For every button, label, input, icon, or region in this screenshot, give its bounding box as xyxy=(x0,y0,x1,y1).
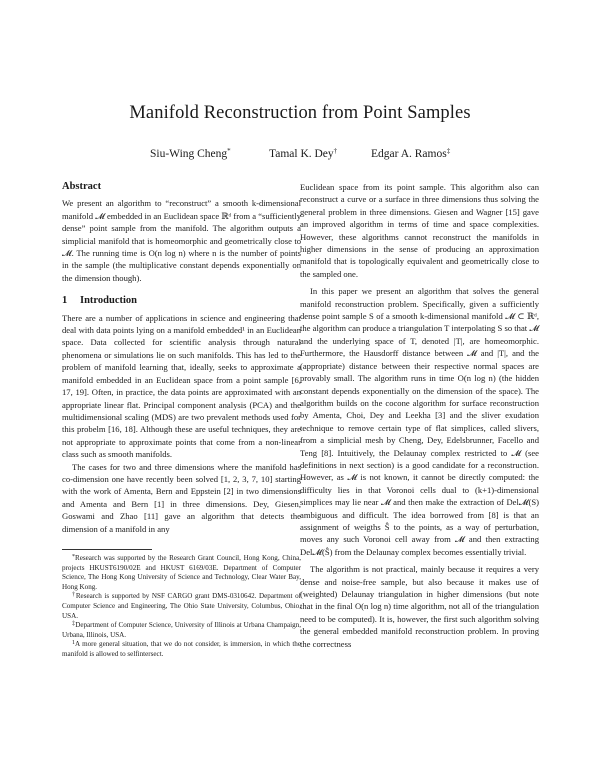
footnote-1 xyxy=(62,554,301,592)
footnote-text: A more general situation, that we do not consider, is immersion, in which the manifold is allowed to selfintersect. xyxy=(62,640,301,658)
section-title: Introduction xyxy=(80,295,137,307)
footnote-4 xyxy=(62,640,301,659)
author-1 xyxy=(150,148,231,160)
footnote-text: Research is supported by NSF CARGO grant DMS-0310642. Department of Computer Science and Engineering, The Ohio State University, Columbus, Ohio, USA. xyxy=(62,592,301,620)
footnote-mark: † xyxy=(72,592,76,599)
author-list xyxy=(0,148,600,164)
author-name: Edgar A. Ramos xyxy=(371,148,447,160)
author-mark: † xyxy=(333,147,338,155)
footnote-mark: 1 xyxy=(72,640,75,647)
paper-title: Manifold Reconstruction from Point Samples xyxy=(129,103,471,123)
abstract-heading: Abstract xyxy=(62,181,102,192)
intro-paragraph-1: There are a number of applications in science and engineering that deal with data points lying on a manifold embedded¹ in an Euclidean space. Data collected for scientific analysis through natural phenomena or simulations lie on such manifolds. This has led to the problem of manifold learning that, ideally, seeks to approximate a manifold embedded in an Euclidean space from a point sample [6, 17, 19]. Often, in practice, the data points are approximated with an appropriate linear flat. Principal component analysis (PCA) and the multidimensional scaling (MDS) are two prevalent methods used for this probelm [16, 18]. Although these are useful techniques, they are not appropriate to approximate points that come from a non-linear class such as smooth manifolds. xyxy=(62,312,301,460)
footnote-rule xyxy=(62,549,152,550)
section-heading xyxy=(62,295,301,307)
footnote-3 xyxy=(62,621,301,640)
footnote-mark: ‡ xyxy=(72,621,76,628)
abstract-text: We present an algorithm to “reconstruct” a smooth k-dimensional manifold 𝓜 embedded in an Euclidean space ℝᵈ from a “sufficiently dense” point sample from the manifold. The algorithm outputs a simplicial manifold that is homeomorphic and geometrically close to 𝓜. The running time is O(n log n) where n is the number of points in the sample (the multiplicative constant depends exponentially on the dimension though). xyxy=(62,198,301,283)
right-column xyxy=(300,181,539,650)
author-name: Siu-Wing Cheng xyxy=(150,148,228,160)
author-3 xyxy=(371,148,450,160)
footnote-text: Research was supported by the Research Grant Council, Hong Kong, China, projects HKUST6190/02E and HKUST 6169/03E. Department of Computer Science, The Hong Kong University of Science and Technology, Clear Water Bay, Hong Kong. xyxy=(62,553,301,591)
body-paragraph-3: The algorithm is not practical, mainly because it requires a very dense and noise-free sample, but also because it makes use of (weighted) Delaunay triangulation in higher dimensions (but note that in the final O(n log n) time algorithm, not all of the triangulation need to be computed). It is, however, the first such algorithm solving the general embedded manifold reconstruction problem. In proving the correctness xyxy=(300,564,539,649)
author-name: Tamal K. Dey xyxy=(269,148,334,160)
author-mark: ‡ xyxy=(446,147,451,155)
body-paragraph-2: In this paper we present an algorithm that solves the general manifold reconstruction problem. Specifically, given a sufficiently dense point sample S of a smooth k-dimensional manifold 𝓜 ⊂ ℝᵈ, the algorithm can produce a triangulation T interpolating S so that 𝓜 and the underlying space of T, denoted |T|, are homeomorphic. Furthermore, the Hausdorff distance between 𝓜 and |T|, and the (appropriate) distance between their respective normal spaces are provably small. The algorithm runs in time O(n log n) (the hidden constant depends exponentially on the dimension of the space). The algorithm builds on the cocone algorithm for surface reconstruction by Amenta, Choi, Dey and Leekha [3] and the sliver exudation technique to remove certain type of flat simplices, called slivers, from a simplicial mesh by Cheng, Dey, Edelsbrunner, Facello and Teng [8]. Intuitively, the Delaunay complex restricted to 𝓜 (see definitions in next section) is a good candidate for a reconstruction. However, as 𝓜 is not known, it cannot be directly computed: the difficulty lies in that Voronoi cells dual to (k+1)-dimensional simplices may lie near 𝓜 and then make the extraction of Del𝓜(S) ambiguous and difficult. The idea borrowed from [8] is that an assignment of weigths Ŝ to the points, as a way of perturbation, moves any such Voronoi cell away from 𝓜 and then extracting Del𝓜(Ŝ) from the Delaunay complex becomes essentially trivial. xyxy=(300,286,539,557)
footnote-mark: * xyxy=(72,553,75,560)
author-2 xyxy=(269,148,337,160)
intro-paragraph-2: The cases for two and three dimensions where the manifold has co-dimension one have recently been solved [1, 2, 3, 7, 10] starting with the work of Amenta, Bern and Eppstein [2] in two dimensions and Amenta and Bern [1] in three dimensions. Dey, Giesen, Goswami and Zhao [11] gave an algorithm that detects the dimension of a manifold in any xyxy=(62,461,301,534)
footnote-text: Department of Computer Science, University of Illinois at Urbana Champaign, Urbana, Illinois, USA. xyxy=(62,621,301,639)
body-paragraph-1: Euclidean space from its point sample. This algorithm also can reconstruct a curve or a surface in three dimensions thus solving the general problem in three dimensions. Giesen and Wagner [15] gave an improved algorithm in terms of time and space complexities. However, these algorithms cannot reconstruct the manifolds in higher dimensions in the sense of producing an approximation manifold that is topologically equivalent and geometrically close to the sampled one. xyxy=(300,182,539,279)
author-mark: * xyxy=(227,147,231,155)
footnote-2 xyxy=(62,592,301,621)
left-column xyxy=(62,181,301,660)
section-number: 1 xyxy=(62,295,68,307)
